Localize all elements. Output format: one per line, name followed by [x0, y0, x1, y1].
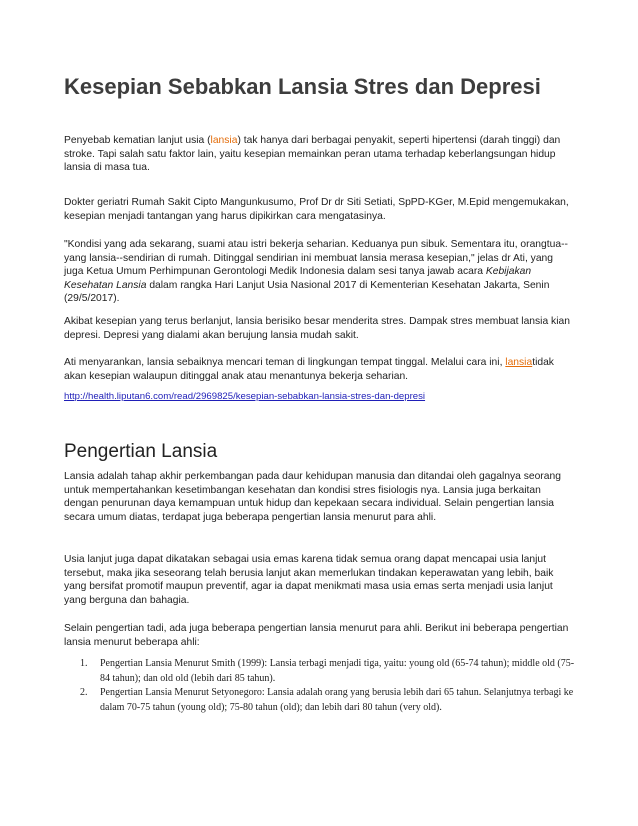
list-item	[64, 686, 584, 715]
list-item-text: Pengertian Lansia Menurut Smith (1999): Lansia terbagi menjadi tiga, yaitu: young old (65-74 tahun); middle old (75-84 tahun); dan old old (lebih dari 85 tahun).	[100, 658, 575, 684]
definitions-list	[64, 657, 584, 715]
paragraph-5	[64, 356, 574, 383]
paragraph-7: Usia lanjut juga dapat dikatakan sebagai usia emas karena tidak semua orang dapat mencapai usia lanjut tersebut, maka jika seseorang telah berusia lanjut akan memerlukan tindakan keperawatan yang lebih, baik yang bersifat promotif maupun preventif, agar ia dapat menikmati masa usia emas serta menjadi usia lanjut yang berguna dan bahagia.	[64, 554, 554, 606]
paragraph-3-text-b: dalam rangka Hari Lanjut Usia Nasional 2017 di Kementerian Kesehatan Jakarta, Senin (29/5/2017).	[64, 279, 550, 304]
list-item-text: Pengertian Lansia Menurut Setyonegoro: Lansia adalah orang yang berusia lebih dari 65 tahun. Selanjutnya terbagi ke dalam 70-75 tahun (young old); 75-80 tahun (old); dan lebih dari 80 tahun (very old).	[100, 687, 574, 713]
list-item	[64, 657, 584, 686]
paragraph-3-text-a: "Kondisi yang ada sekarang, suami atau istri bekerja seharian. Keduanya pun sibuk. Sementara itu, orangtua--yang lansia--sendirian di rumah. Ditinggal sendirian ini membuat lansia merasa kesepian," jelas dr Ati, yang juga Ketua Umum Perhimpunan Gerontologi Medik Indonesia dalam sesi tanya jawab acara	[64, 239, 568, 277]
paragraph-1-text-a: Penyebab kematian lanjut usia (	[64, 135, 211, 146]
paragraph-6: Lansia adalah tahap akhir perkembangan pada daur kehidupan manusia dan ditandai oleh gagalnya seorang untuk mempertahankan kesetimbangan kesehatan dan kondisi stres fisiologis nya. Lansia juga berkaitan dengan penurunan daya kemampuan untuk hidup dan kepekaan secara individual. Selain pengertian lansia secara umum diatas, terdapat juga beberapa pengertian lansia menurut para ahli.	[64, 471, 561, 523]
event-name: Kebijakan Kesehatan Lansia	[64, 266, 532, 291]
paragraph-4: Akibat kesepian yang terus berlanjut, lansia berisiko besar menderita stres. Dampak stres membuat lansia kian depresi. Depresi yang dialami akan berujung lansia mudah sakit.	[64, 316, 570, 341]
lansia-link[interactable]: lansia	[210, 135, 238, 146]
paragraph-5-text-a: Ati menyarankan, lansia sebaiknya mencari teman di lingkungan tempat tinggal. Melalui cara ini,	[64, 357, 506, 368]
paragraph-1-text-b: ) tak hanya dari berbagai penyakit, seperti hipertensi (darah tinggi) dan stroke. Tapi salah satu faktor lain, yaitu kesepian memainkan peran utama terhadap keberlangsungan hidup lansia di masa tua.	[64, 135, 561, 173]
list-item-number: 2.	[80, 687, 88, 698]
paragraph-3	[64, 238, 574, 306]
source-link[interactable]: http://health.liputan6.com/read/2969825/kesepian-sebabkan-lansia-stres-dan-depresi	[64, 391, 426, 402]
paragraph-8: Selain pengertian tadi, ada juga beberapa pengertian lansia menurut para ahli. Berikut ini beberapa pengertian lansia menurut beberapa ahli:	[64, 623, 569, 648]
paragraph-5-text-b: tidak akan kesepian walaupun ditinggal anak atau menantunya bekerja seharian.	[64, 357, 554, 382]
list-item-number: 1.	[80, 658, 88, 669]
article-title: Kesepian Sebabkan Lansia Stres dan Depresi	[64, 74, 541, 99]
paragraph-2: Dokter geriatri Rumah Sakit Cipto Mangunkusumo, Prof Dr dr Siti Setiati, SpPD-KGer, M.Epid mengemukakan, kesepian menjadi tantangan yang harus dipikirkan cara mengatasinya.	[64, 197, 569, 222]
lansia-link-2[interactable]: lansia	[505, 357, 533, 368]
paragraph-1	[64, 134, 574, 175]
section-heading: Pengertian Lansia	[64, 441, 218, 462]
